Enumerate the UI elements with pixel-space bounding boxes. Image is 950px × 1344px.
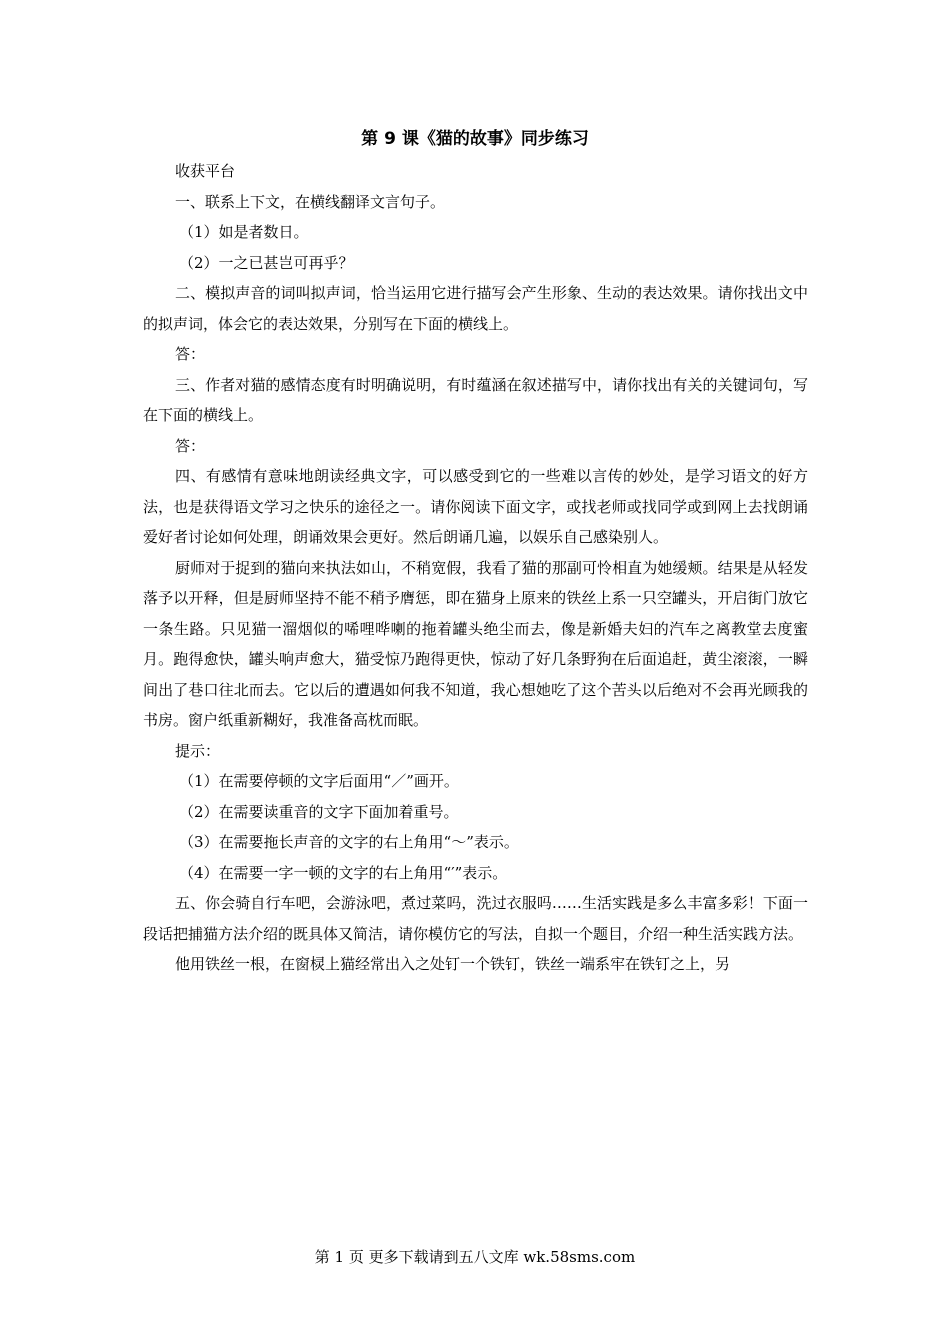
page-footer: 第 1 页 更多下载请到五八文库 wk.58sms.com (314, 1248, 636, 1266)
document-body (143, 156, 808, 980)
tip-item: （3）在需要拖长声音的文字的右上角用“～”表示。 (179, 833, 519, 851)
tip-item: （4）在需要一字一顿的文字的右上角用“′”表示。 (179, 863, 508, 882)
question-1-heading: 一、联系上下文，在横线翻译文言句子。 (175, 192, 446, 211)
question-4-text: 四、有感情有意味地朗读经典文字，可以感受到它的一些难以言传的妙处，是学习语文的好方法，也是获得语文学习之快乐的途径之一。请你阅读下面文字，或找老师或找同学或到网上去找朗诵爱好者讨论如何处理，朗诵效果会更好。然后朗诵几遍，以娱乐自己感染别人。 (143, 467, 808, 546)
question-5-text: 五、你会骑自行车吧，会游泳吧，煮过菜吗，洗过衣服吗……生活实践是多么丰富多彩！下面一段话把捕猫方法介绍的既具体又简洁，请你模仿它的写法，自拟一个题目，介绍一种生活实践方法。 (143, 894, 808, 943)
question-4-passage: 厨师对于捉到的猫向来执法如山，不稍宽假，我看了猫的那副可怜相直为她缓颊。结果是从轻发落予以开释，但是厨师坚持不能不稍予膺惩，即在猫身上原来的铁丝上系一只空罐头，开启街门放它一条生路。只见猫一溜烟似的唏哩哗喇的拖着罐头绝尘而去，像是新婚夫妇的汽车之离教堂去度蜜月。跑得愈快，罐头响声愈大，猫受惊乃跑得更快，惊动了好几条野狗在后面追赶，黄尘滚滚，一瞬间出了巷口往北而去。它以后的遭遇如何我不知道，我心想她吃了这个苦头以后绝对不会再光顾我的书房。窗户纸重新糊好，我准备高枕而眠。 (143, 558, 808, 729)
question-1-item: （1）如是者数日。 (179, 223, 309, 241)
question-1-item: （2）一之已甚岂可再乎？ (179, 253, 354, 272)
question-5-passage: 他用铁丝一根，在窗棂上猫经常出入之处钉一个铁钉，铁丝一端系牢在铁钉之上，另 (175, 955, 731, 973)
tip-item: （1）在需要停顿的文字后面用“／”画开。 (179, 772, 459, 790)
section-label: 收获平台 (175, 162, 236, 180)
question-3-answer: 答： (175, 436, 206, 455)
tip-item: （2）在需要读重音的文字下面加着重号。 (179, 802, 459, 821)
question-2-answer: 答： (175, 345, 206, 363)
tips-heading: 提示： (175, 741, 221, 760)
question-2-text: 二、模拟声音的词叫拟声词，恰当运用它进行描写会产生形象、生动的表达效果。请你找出文中的拟声词，体会它的表达效果，分别写在下面的横线上。 (143, 284, 808, 333)
page-title: 第 9 课《猫的故事》同步练习 (361, 129, 589, 149)
question-3-text: 三、作者对猫的感情态度有时明确说明，有时蕴涵在叙述描写中，请你找出有关的关键词句，写在下面的横线上。 (143, 375, 808, 424)
